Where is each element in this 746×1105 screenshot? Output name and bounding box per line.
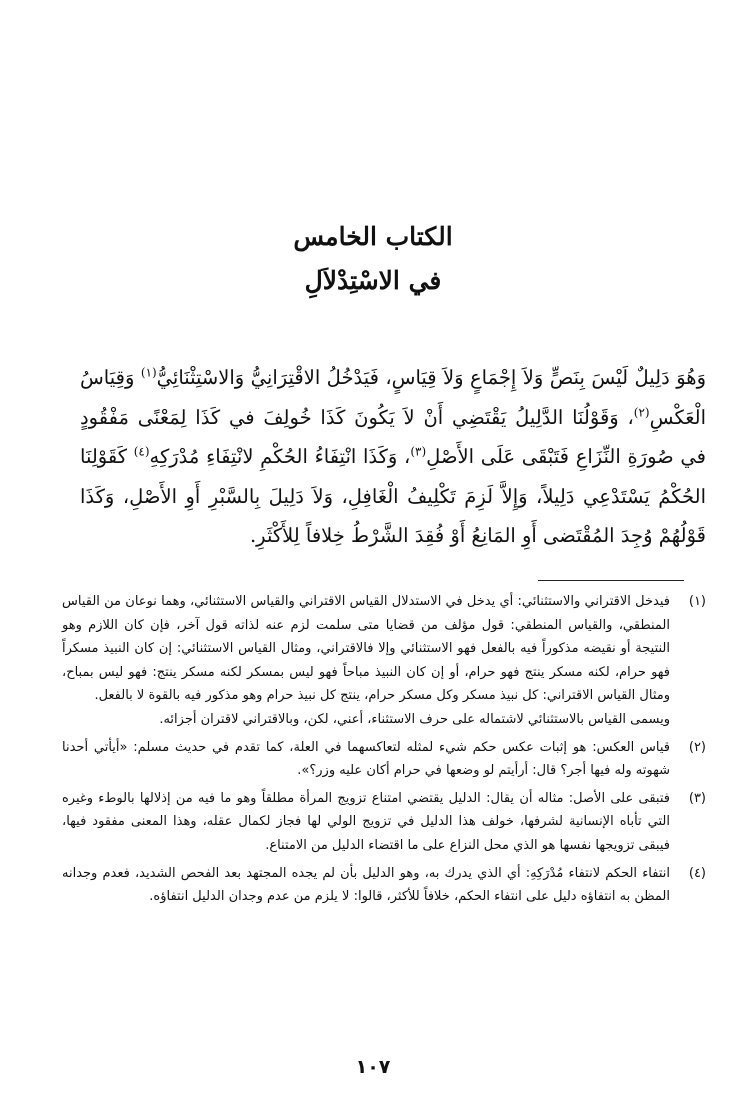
book-subtitle: في الاسْتِدْلاَلِ [304,266,442,295]
footnote-ref: (٤) [133,444,150,459]
footnote-number: (٢) [688,739,706,755]
footnotes [62,590,706,913]
footnote-separator [538,580,684,581]
footnote-paragraph: فيدخل الاقتراني والاستثنائي: أي يدخل في الاستدلال القياس الاقتراني والقياس الاستثنائي، وهما نوعان من القياس المنطقي، والقياس المنطقي: قول مؤلف من قضايا متى سلمت لزم عنه لذاته قول آخر، فإن كان اللازم وهو النتيجة أو نقيضه مذكوراً فيه بالفعل فهو الاستثنائي وإلا فالاقتراني، ومثال القياس الاستثنائي: إن كان النبيذ مسكراً فهو حرام، لكنه مسكر ينتج فهو حرام، أو إن كان النبيذ مباحاً فهو ليس بمسكر لكنه مسكر ينتج: فهو ليس بمباح، ومثال القياس الاقتراني: كل نبيذ مسكر وكل مسكر حرام، ينتج كل نبيذ حرام وهو مذكور فيه بالقوة لا بالفعل. [62,594,670,704]
footnote-ref: (٣) [410,444,427,459]
footnote-paragraph: انتفاء الحكم لانتفاء مُدْرَكِهِ: أي الذي يدرك به، وهو الدليل بأن لم يجده المجتهد بعد الفحص الشديد، فعدم وجدانه المظن به انتفاؤه دليل على انتفاء الحكم، خلافاً للأكثر، قالوا: لا يلزم من عدم وجدان الدليل انتفاؤه. [62,865,670,905]
page-number: ١٠٧ [355,1056,391,1078]
footnote-paragraph: قياس العكس: هو إثبات عكس حكم شيء لمثله لتعاكسهما في العلة، كما تقدم في حديث مسلم: «أيأتي أحدنا شهوته وله فيها أجر؟ قال: أرأيتم لو وضعها في حرام أكان عليه وزر؟». [62,739,670,779]
footnote-body [62,787,670,858]
footnote [62,862,706,909]
footnote [62,736,706,783]
main-text-part: ، وَكَذَا انْتِفَاءُ الحُكْمِ لانْتِفَاءِ مُدْرَكِهِ [149,445,411,468]
footnote-body [62,590,670,732]
main-text [80,358,706,556]
footnote-body [62,862,670,909]
footnote-number: (٤) [688,865,706,881]
footnote-paragraph: فتبقى على الأصل: مثاله أن يقال: الدليل يقتضي امتناع تزويج المرأة مطلقاً وهو ما فيه من إذلالها بالوطء وغيره التي تأباه الإنسانية لشرفها، خولف هذا الدليل في تزويج الولي لها فجاز لكمال عقله، وهذا المعنى مفقود فيها، فيبقى تزويجها نفسها هو الذي محل النزاع على ما اقتضاء الدليل من الامتناع. [62,790,670,853]
main-text-part: ، وَقَوْلُنَا الدَّلِيلُ يَقْتَضِي أَنْ لاَ يَكُونَ كَذَا خُولِفَ في كَذَا لِمَعْنًى مَفْقُودٍ في صُورَةِ النِّزَاعِ فَتَبْقَى عَلَى الأَصْلِ [80,405,707,468]
footnote-number: (١) [688,594,706,609]
footnote-ref: (٢) [633,405,650,419]
footnote [62,787,706,858]
footnote-ref: (١) [140,365,157,380]
main-text-part: وَهُوَ دَلِيلٌ لَيْسَ بِنَصٍّ وَلاَ إِجْمَاعٍ وَلاَ قِيَاسٍ، فَيَدْخُلُ الاقْتِرَانِيُّ وَالاسْتِثْنَائِيُّ [156,366,706,389]
footnote-body [62,736,670,783]
main-text-part: وَقِيَاسُ الْعَكْسِ [80,366,706,429]
book-title: الكتاب الخامس [293,222,453,251]
main-text-part: كَقَوْلِنَا الحُكْمُ يَسْتَدْعِي دَلِيلاً، وَإِلاَّ لَزِمَ تَكْلِيفُ الْغَافِلِ، وَلاَ دَلِيلَ بِالسَّبْرِ أَوِ الأَصْلِ، وَكَذَا قَوْلُهُمْ وُجِدَ المُقْتَضى أَوِ المَانِعُ أَوْ فُقِدَ الشَّرْطُ خِلافاً لِلأَكْثَرِ. [80,445,706,547]
footnote-number: (٣) [688,790,706,806]
footnote [62,590,706,732]
footnote-paragraph: ويسمى القياس بالاستثنائي لاشتماله على حرف الاستثناء، أعني، لكن، وبالاقتراني لاقتران أجزائه. [159,711,670,727]
